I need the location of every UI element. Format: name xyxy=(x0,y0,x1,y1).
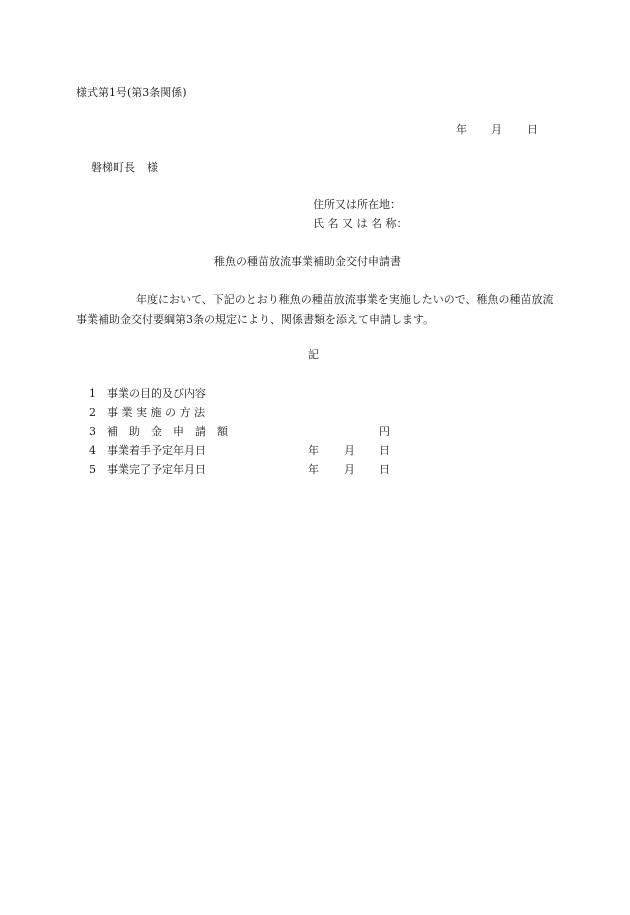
item-number: 5 xyxy=(89,463,96,476)
date-day: 日 xyxy=(527,123,538,136)
name-label: 氏 名 又 は 名 称： xyxy=(313,217,408,230)
item-label: 事 業 実 施 の 方 法 xyxy=(107,406,205,419)
item-number: 2 xyxy=(89,406,96,419)
item-month: 月 xyxy=(344,463,355,476)
address-label: 住所又は所在地： xyxy=(313,198,401,211)
item-number: 1 xyxy=(89,387,96,400)
item-year: 年 xyxy=(308,463,319,476)
addressee-name: 磐梯町長 xyxy=(91,161,135,174)
item-label: 事業完了予定年月日 xyxy=(107,463,206,476)
body-text: 年度において、下記のとおり稚魚の種苗放流事業を実施したいので、稚魚の種苗放流事業補助金交付要綱第3条の規定により、関係書類を添えて申請します。 xyxy=(76,293,554,326)
body-paragraph xyxy=(76,290,556,330)
item-day: 日 xyxy=(379,463,390,476)
item-year: 年 xyxy=(308,444,319,457)
item-number: 3 xyxy=(89,425,96,438)
form-number: 様式第1号(第3条関係) xyxy=(76,86,187,99)
addressee-honorific: 様 xyxy=(147,161,158,174)
ki-heading: 記 xyxy=(308,348,319,361)
item-day: 日 xyxy=(379,444,390,457)
item-month: 月 xyxy=(344,444,355,457)
item-label: 補 助 金 申 請 額 xyxy=(107,425,228,438)
date-month: 月 xyxy=(491,123,502,136)
document-title: 稚魚の種苗放流事業補助金交付申請書 xyxy=(214,255,401,268)
item-unit-yen: 円 xyxy=(379,425,390,438)
date-year: 年 xyxy=(456,123,467,136)
item-label: 事業着手予定年月日 xyxy=(107,444,206,457)
item-number: 4 xyxy=(89,444,96,457)
item-label: 事業の目的及び内容 xyxy=(107,387,206,400)
